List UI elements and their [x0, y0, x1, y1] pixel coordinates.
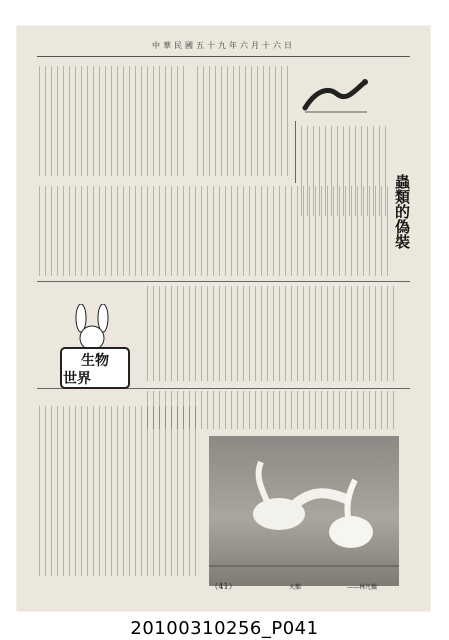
bunny-sign-text-2: 世界 — [63, 371, 91, 387]
text-block-bottom-left — [39, 406, 199, 576]
header-rule — [37, 56, 410, 57]
article-title: 蟲類的偽裝 — [393, 174, 411, 249]
section-divider-1 — [37, 281, 410, 282]
page-number: （41） — [210, 582, 237, 591]
swan-photo — [209, 436, 399, 586]
magazine-page — [17, 26, 430, 611]
text-block-lower-middle — [147, 286, 397, 381]
photo-credit: ——林凡攝 — [347, 584, 378, 591]
page-header-date: 中華民國五十九年六月十六日 — [152, 41, 295, 50]
text-block-top-mid — [197, 66, 293, 176]
archive-id: 20100310256_P041 — [130, 618, 319, 639]
caterpillar-illustration — [301, 72, 371, 120]
bunny-sign-text-1: 生物 — [81, 353, 109, 369]
photo-caption: 天鵝 — [289, 584, 302, 591]
text-block-top-left — [39, 66, 189, 176]
swan-shapes — [209, 436, 399, 586]
column-divider — [295, 121, 296, 183]
text-block-middle-band — [39, 186, 391, 276]
